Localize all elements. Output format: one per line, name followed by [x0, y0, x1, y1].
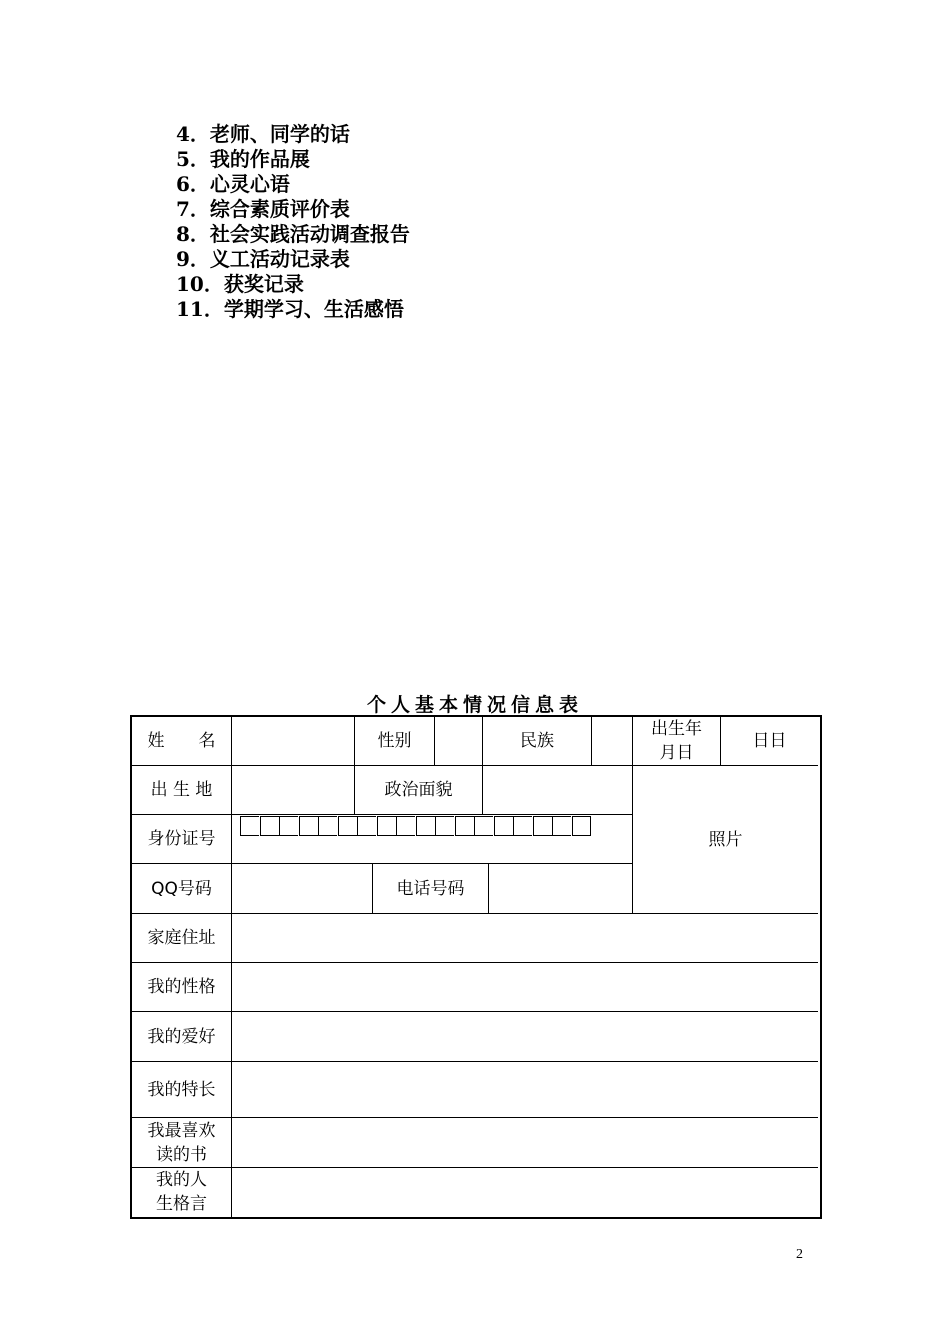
- id-digit-box[interactable]: [513, 816, 532, 836]
- contents-item: [176, 247, 410, 272]
- contents-item: [176, 197, 410, 222]
- political-status-label: 政治面貌: [384, 780, 453, 800]
- id-digit-box[interactable]: [552, 816, 571, 836]
- name-field[interactable]: [232, 717, 354, 765]
- id-digit-box[interactable]: [279, 816, 298, 836]
- id-number-label: 身份证号: [147, 829, 216, 849]
- id-digit-box[interactable]: [455, 816, 474, 836]
- name-label: 姓 名: [147, 731, 216, 751]
- id-digit-box[interactable]: [260, 816, 279, 836]
- contents-item-number: 11．: [176, 297, 224, 321]
- id-digit-box[interactable]: [299, 816, 318, 836]
- contents-item: [176, 147, 410, 172]
- id-digit-box[interactable]: [338, 816, 357, 836]
- contents-item: [176, 222, 410, 247]
- favorite-book-field[interactable]: [232, 1118, 818, 1167]
- contents-item-label: 义工活动记录表: [209, 247, 350, 271]
- qq-field[interactable]: [232, 864, 372, 913]
- birthdate-label: [633, 717, 720, 765]
- address-field[interactable]: [232, 914, 818, 962]
- id-digit-box[interactable]: [435, 816, 454, 836]
- contents-item: [176, 272, 410, 297]
- id-digit-box[interactable]: [474, 816, 493, 836]
- photo-area[interactable]: 照片: [708, 829, 743, 850]
- ethnicity-label: 民族: [520, 731, 554, 751]
- contents-item: [176, 297, 410, 322]
- id-digit-box[interactable]: [240, 816, 259, 836]
- contents-list: [176, 122, 410, 322]
- favorite-book-label-line1: 我最喜欢: [147, 1120, 216, 1141]
- id-digit-box[interactable]: [318, 816, 337, 836]
- contents-item-number: 5．: [176, 147, 210, 171]
- contents-item-number: 10．: [176, 272, 224, 296]
- contents-item-number: 4．: [176, 122, 210, 146]
- contents-item: [176, 172, 410, 197]
- contents-item-label: 学期学习、生活感悟: [223, 297, 404, 321]
- table-title: 个人基本情况信息表: [366, 694, 583, 716]
- birthdate-label-line1: 出生年: [651, 719, 702, 739]
- specialty-field[interactable]: [232, 1062, 818, 1117]
- personality-label: 我的性格: [147, 977, 216, 997]
- contents-item-number: 8．: [176, 222, 210, 246]
- id-digit-box[interactable]: [416, 816, 435, 836]
- phone-label: 电话号码: [396, 878, 465, 899]
- ethnicity-field[interactable]: [592, 717, 632, 765]
- favorite-book-label-line2: 读的书: [156, 1144, 207, 1165]
- favorite-book-label: [132, 1118, 231, 1167]
- page-number: 2: [796, 1247, 803, 1262]
- qq-label: QQ号码: [151, 878, 212, 899]
- id-digit-box[interactable]: [494, 816, 513, 836]
- personality-field[interactable]: [232, 963, 818, 1011]
- contents-item-label: 综合素质评价表: [209, 197, 350, 221]
- contents-item-number: 9．: [176, 247, 210, 271]
- id-digit-box[interactable]: [357, 816, 376, 836]
- id-digit-box[interactable]: [377, 816, 396, 836]
- contents-item-number: 6．: [176, 172, 210, 196]
- contents-item-label: 获奖记录: [223, 272, 304, 296]
- political-status-field[interactable]: [483, 766, 632, 814]
- specialty-label: 我的特长: [147, 1079, 216, 1100]
- gender-field[interactable]: [435, 717, 482, 765]
- birthplace-field[interactable]: [232, 766, 354, 814]
- id-digit-box[interactable]: [396, 816, 415, 836]
- birthdate-field[interactable]: 日日: [752, 731, 787, 751]
- contents-item-label: 我的作品展: [209, 147, 310, 171]
- contents-item-label: 社会实践活动调查报告: [209, 222, 410, 246]
- motto-label: [132, 1168, 231, 1216]
- id-digit-box[interactable]: [572, 816, 591, 836]
- birthplace-label: 出 生 地: [150, 780, 213, 800]
- birthdate-label-line2: 月日: [659, 743, 694, 763]
- contents-item-number: 7．: [176, 197, 210, 221]
- motto-label-line1: 我的人: [156, 1170, 207, 1190]
- phone-field[interactable]: [489, 864, 632, 913]
- address-label: 家庭住址: [147, 928, 216, 948]
- gender-label: 性别: [377, 731, 412, 751]
- motto-label-line2: 生格言: [156, 1194, 207, 1214]
- motto-field[interactable]: [232, 1168, 818, 1216]
- contents-item: [176, 122, 410, 147]
- contents-item-label: 心灵心语: [209, 172, 290, 196]
- hobby-field[interactable]: [232, 1012, 818, 1061]
- contents-item-label: 老师、同学的话: [209, 122, 350, 146]
- id-digit-box[interactable]: [533, 816, 552, 836]
- hobby-label: 我的爱好: [147, 1026, 216, 1047]
